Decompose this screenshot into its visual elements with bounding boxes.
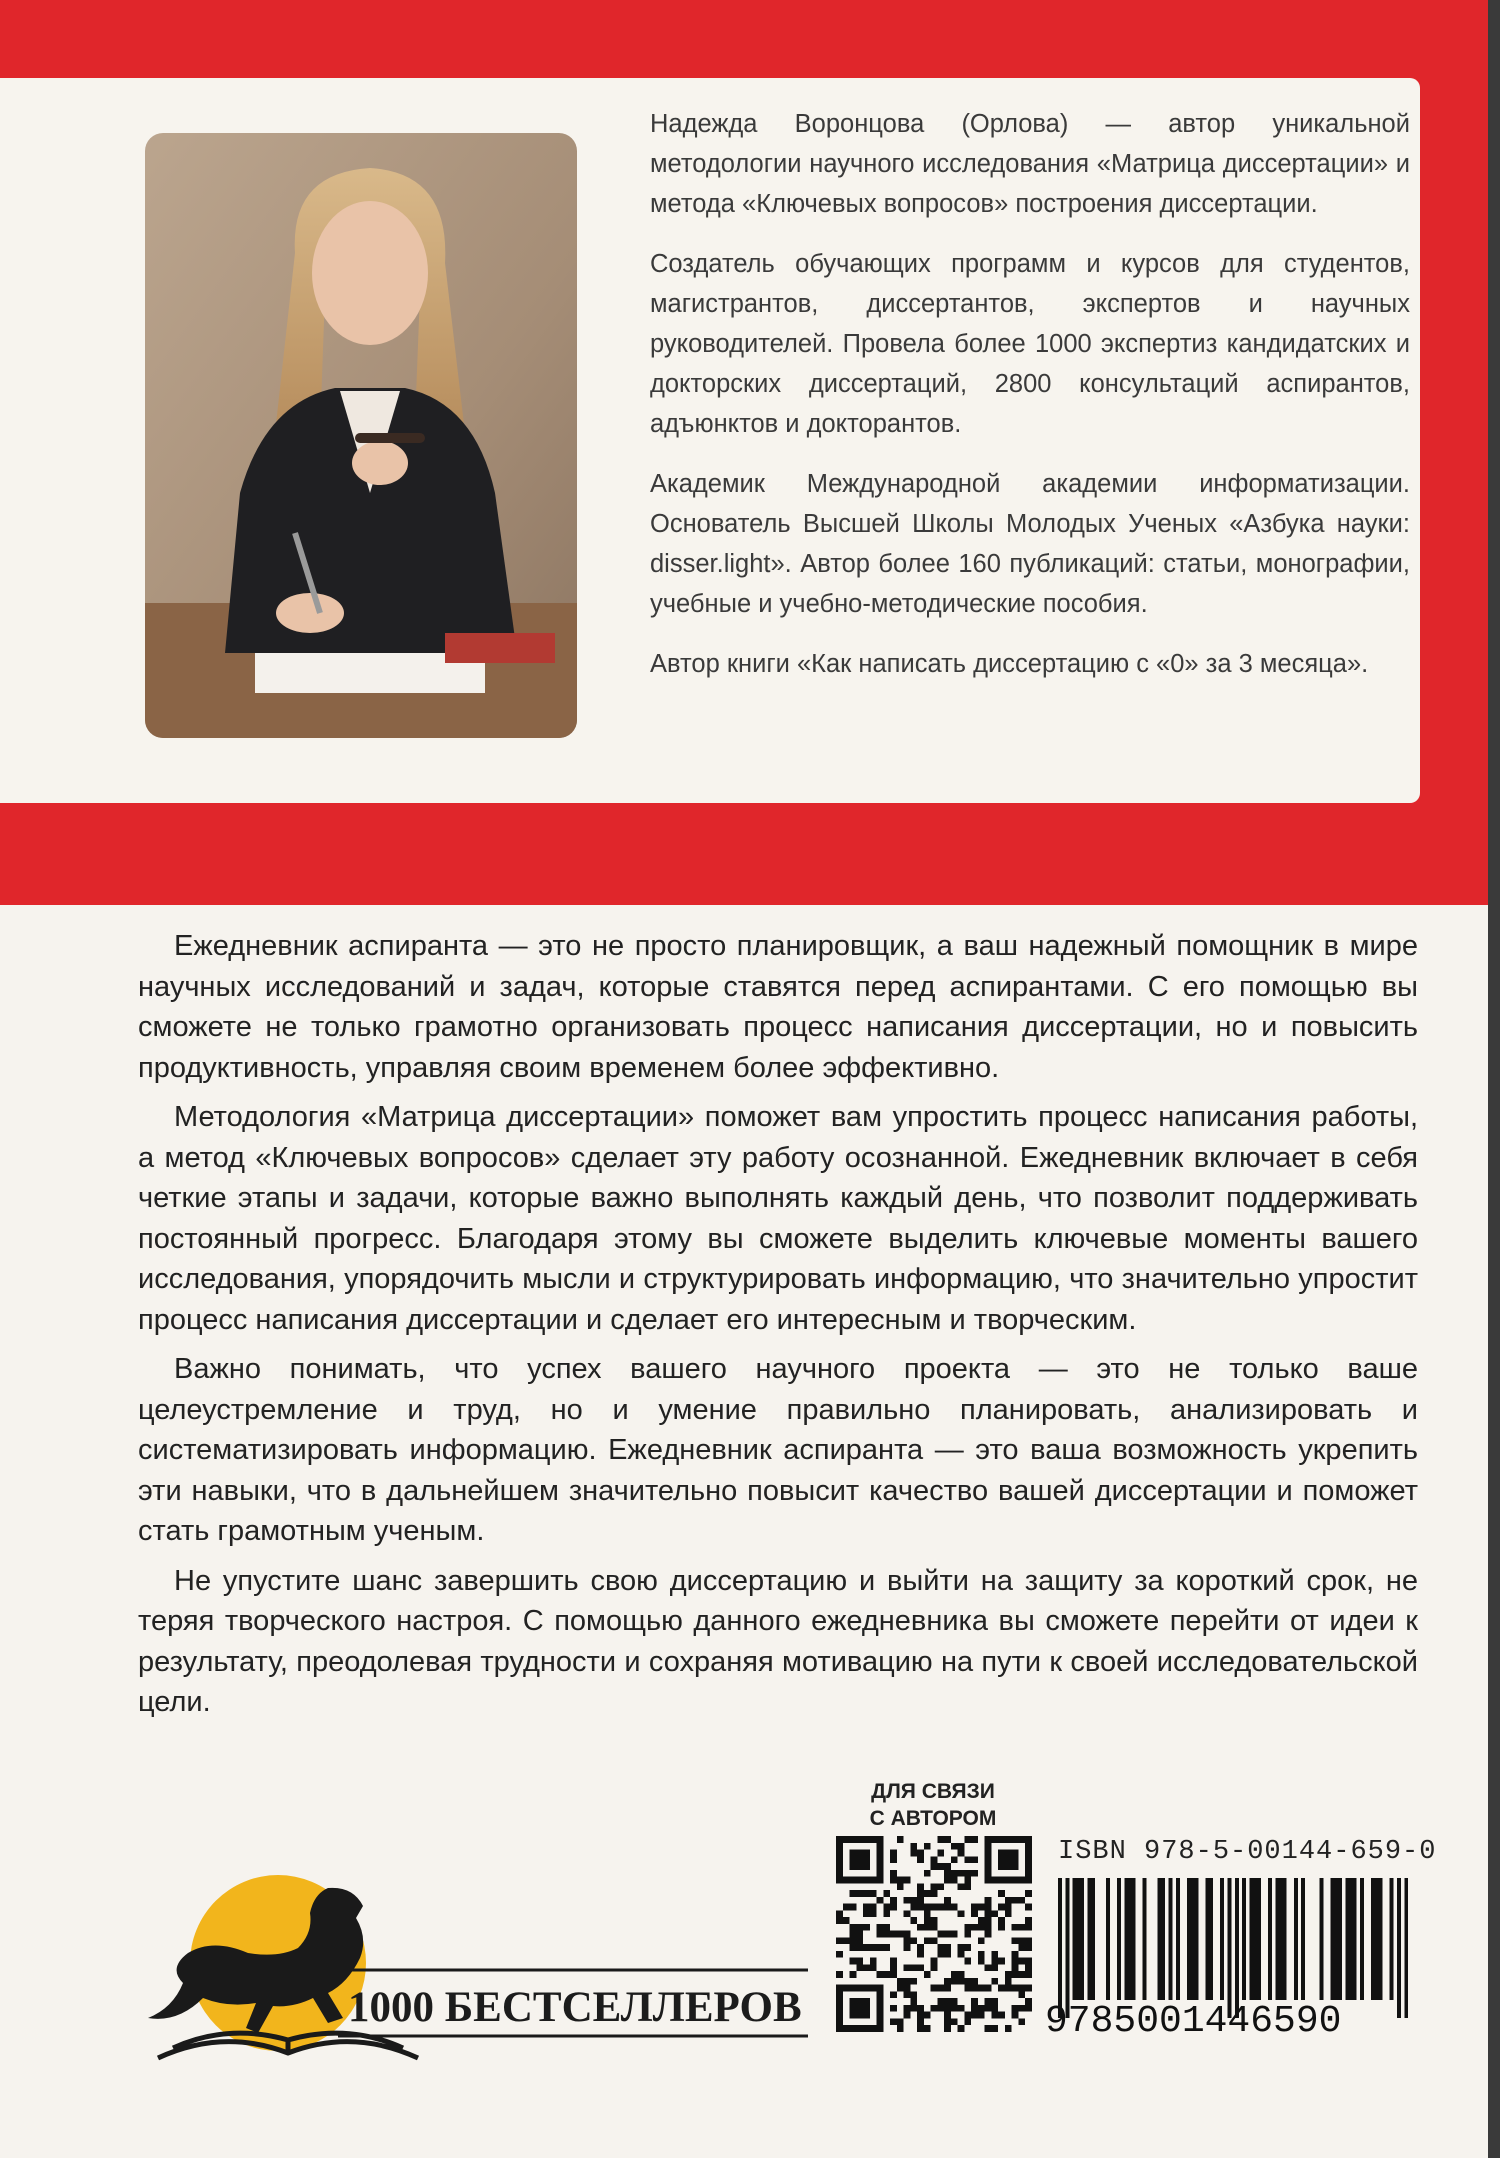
barcode-bar (1091, 1878, 1095, 2000)
qr-finder (998, 1850, 1018, 1870)
barcode-bar (1320, 1878, 1324, 2000)
publisher-name: 1000 БЕСТСЕЛЛЕРОВ (348, 1984, 802, 2031)
barcode-bar (1404, 1878, 1408, 2018)
barcode-bar (1073, 1878, 1077, 2000)
barcode-bar (1257, 1878, 1261, 2000)
barcode-bar (1065, 1878, 1069, 2018)
barcode-bar (1076, 1878, 1080, 2000)
barcode-bar (1360, 1878, 1364, 2000)
author-bio (650, 104, 1410, 704)
qr-finder (850, 1850, 870, 1870)
barcode-bar (1275, 1878, 1279, 2000)
barcode-bar (1124, 1878, 1128, 2000)
barcode-bar (1128, 1878, 1132, 2000)
barcode-bar (1379, 1878, 1383, 2000)
barcode-bar (1209, 1878, 1213, 2000)
barcode-bar (1080, 1878, 1084, 2000)
barcode-bar (1283, 1878, 1287, 2000)
barcode-bar (1117, 1878, 1121, 2000)
barcode-bar (1194, 1878, 1198, 2000)
isbn-label: ISBN 978-5-00144-659-0 (1058, 1837, 1437, 1867)
barcode-bar (1132, 1878, 1136, 2000)
barcode-bar (1338, 1878, 1342, 2000)
barcode-bar (1294, 1878, 1298, 2000)
barcode-bar (1187, 1878, 1191, 2000)
barcode-bar (1161, 1878, 1165, 2000)
description-paragraph: Методология «Матрица диссертации» поможет вам упростить процесс написания работы, а метод «Ключевых вопросов» сделает эту работу осознанной. Ежедневник включает в себя четкие этапы и задачи, которые важно выполнять каждый день, что позволит поддерживать постоянный прогресс. Благодаря этому вы сможете выделить ключевые моменты вашего исследования, упорядочить мысли и структурировать информацию, что значительно упростит процесс написания диссертации и сделает его интересным и творческим. (138, 1101, 1418, 1336)
barcode-bar (1250, 1878, 1254, 2000)
book-description (138, 926, 1418, 1732)
barcode-bar (1334, 1878, 1338, 2000)
barcode-bar (1349, 1878, 1353, 2000)
barcode-bar (1301, 1878, 1305, 2000)
barcode-bar (1371, 1878, 1375, 2000)
publisher-logo (128, 1858, 818, 2078)
barcode-bar (1157, 1878, 1161, 2000)
barcode-bar (1242, 1878, 1246, 2000)
barcode-bar (1235, 1878, 1239, 2018)
barcode-bar (1253, 1878, 1257, 2000)
barcode-bar (1227, 1878, 1231, 2018)
barcode-bar (1191, 1878, 1195, 2000)
qr-code[interactable] (836, 1836, 1032, 2032)
barcode-bar (1176, 1878, 1180, 2000)
ean-digits: 9785001446590 (1045, 2000, 1342, 2043)
barcode-bar (1279, 1878, 1283, 2000)
barcode (1058, 1878, 1408, 2018)
barcode-bar (1087, 1878, 1091, 2000)
barcode-bar (1058, 1878, 1062, 2018)
description-paragraph: Ежедневник аспиранта — это не просто планировщик, а ваш надежный помощник в мире научных исследований и задач, которые ставятся перед аспирантами. С его помощью вы сможете не только грамотно организовать процесс написания диссертации, но и повысить продуктивность, управляя своим временем более эффективно. (138, 930, 1418, 1084)
cover-edge (1488, 0, 1500, 2158)
contact-label-line: ДЛЯ СВЯЗИ (871, 1780, 995, 1803)
barcode-bar (1331, 1878, 1335, 2000)
bio-paragraph: Автор книги «Как написать диссертацию с «0» за 3 месяца». (650, 650, 1369, 678)
author-photo (145, 133, 577, 738)
qr-finder (850, 1998, 870, 2018)
bio-paragraph: Академик Международной академии информатизации. Основатель Высшей Школы Молодых Ученых «Азбука науки: disser.light». Автор более 160 публикаций: статьи, монографии, учебные и учебно-методические пособия. (650, 470, 1410, 618)
barcode-bar (1169, 1878, 1173, 2000)
description-paragraph: Не упустите шанс завершить свою диссертацию и выйти на защиту за короткий срок, не теряя творческого настроя. С помощью данного ежедневника вы сможете перейти от идеи к результату, преодолевая трудности и сохраняя мотивацию на пути к своей исследовательской цели. (138, 1564, 1418, 1718)
barcode-bar (1390, 1878, 1394, 2000)
barcode-bar (1220, 1878, 1224, 2000)
description-paragraph: Важно понимать, что успех вашего научного проекта — это не только ваше целеустремление и труд, но и умение правильно планировать, анализировать и систематизировать информацию. Ежедневник аспиранта — это ваша возможность укрепить эти навыки, что в дальнейшем значительно повысит качество вашей диссертации и поможет стать грамотным ученым. (138, 1353, 1418, 1547)
barcode-bar (1143, 1878, 1147, 2000)
barcode-bar (1353, 1878, 1357, 2000)
contact-label-line: С АВТОРОМ (869, 1807, 997, 1830)
bio-paragraph: Создатель обучающих программ и курсов для студентов, магистрантов, диссертантов, экспертов и научных руководителей. Провела более 1000 экспертиз кандидатских и докторских диссертаций, 2800 консультаций аспирантов, адъюнктов и докторантов. (650, 250, 1410, 438)
barcode-bar (1345, 1878, 1349, 2000)
contact-label (838, 1778, 1028, 1832)
barcode-bar (1375, 1878, 1379, 2000)
barcode-bar (1106, 1878, 1110, 2000)
bio-paragraph: Надежда Воронцова (Орлова) — автор уникальной методологии научного исследования «Матрица диссертации» и метода «Ключевых вопросов» построения диссертации. (650, 110, 1410, 218)
barcode-bar (1268, 1878, 1272, 2000)
barcode-bar (1397, 1878, 1401, 2018)
barcode-bar (1205, 1878, 1209, 2000)
